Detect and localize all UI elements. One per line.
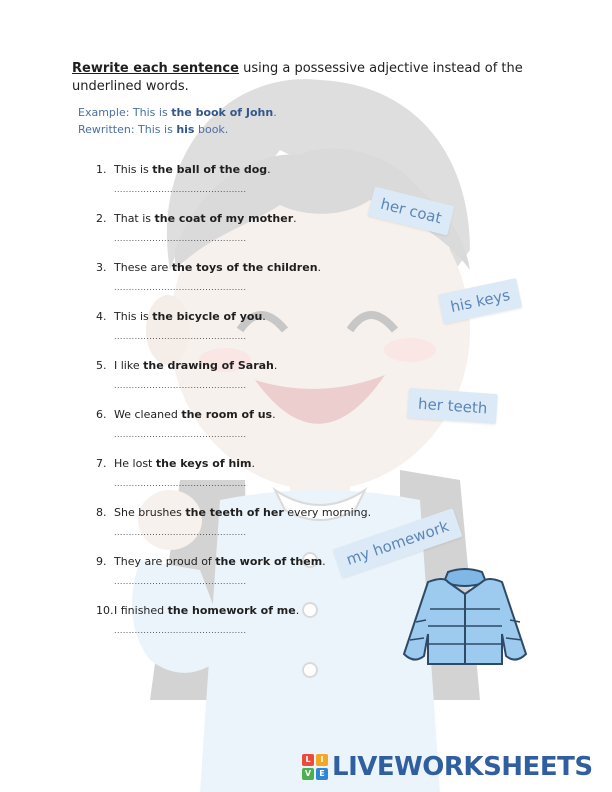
- item-text-bold: the homework of me: [167, 604, 296, 617]
- example-line-2: [78, 121, 378, 138]
- exercise-item: [96, 309, 396, 358]
- example-line-1: [78, 104, 378, 121]
- item-text-post: .: [293, 212, 297, 225]
- item-text-post: .: [317, 261, 322, 274]
- item-text-pre: I like: [114, 359, 144, 372]
- exercise-item: [96, 407, 396, 456]
- item-text-post: every morning.: [283, 506, 372, 519]
- answer-chip-her-teeth[interactable]: her teeth: [407, 388, 498, 424]
- item-text-post: .: [295, 604, 300, 617]
- brand-name: LIVEWORKSHEETS: [332, 752, 593, 782]
- item-text-post: .: [273, 359, 278, 372]
- example-line-1-prefix: Example: This is: [78, 106, 172, 119]
- item-text-bold: the work of them: [215, 555, 323, 568]
- example-line-2-prefix: Rewritten: This is: [78, 123, 177, 136]
- item-text-bold: the ball of the dog: [152, 163, 268, 176]
- example-line-1-bold: the book of John: [171, 106, 274, 119]
- item-text-bold: the bicycle of you: [152, 310, 263, 323]
- answer-chip-my-homework[interactable]: my homework: [333, 508, 463, 578]
- item-text-post: .: [322, 555, 326, 568]
- jacket-image: [398, 564, 532, 670]
- exercise-item: [96, 162, 396, 211]
- answer-field[interactable]: .............................................: [114, 528, 247, 537]
- item-text-pre: We cleaned: [114, 408, 182, 421]
- item-number: 6.: [96, 408, 107, 421]
- logo-block-e: E: [316, 768, 328, 780]
- item-text-pre: She brushes: [114, 506, 186, 519]
- item-text-pre: He lost: [114, 457, 156, 470]
- item-number: 8.: [96, 506, 107, 519]
- answer-field[interactable]: .............................................: [114, 430, 247, 439]
- example-line-1-suffix: .: [273, 106, 277, 119]
- item-text-pre: They are proud of: [114, 555, 216, 568]
- item-number: 2.: [96, 212, 107, 225]
- liveworksheets-logo: [302, 750, 593, 784]
- item-text-bold: the room of us: [181, 408, 273, 421]
- exercise-item: [96, 260, 396, 309]
- item-text-post: .: [267, 163, 271, 176]
- instructions: [72, 60, 552, 96]
- answer-field[interactable]: .............................................: [114, 479, 247, 488]
- item-text-bold: the teeth of her: [185, 506, 284, 519]
- item-number: 7.: [96, 457, 107, 470]
- answer-field[interactable]: .............................................: [114, 332, 247, 341]
- item-text-bold: the toys of the children: [171, 261, 318, 274]
- item-text-bold: the drawing of Sarah: [143, 359, 274, 372]
- item-number: 5.: [96, 359, 107, 372]
- exercise-item: [96, 211, 396, 260]
- exercise-item: [96, 358, 396, 407]
- instructions-lead: Rewrite each sentence: [72, 61, 239, 76]
- item-text-bold: the coat of my mother: [154, 212, 294, 225]
- logo-block-v: V: [302, 768, 314, 780]
- item-text-post: .: [251, 457, 256, 470]
- exercise-item: [96, 603, 396, 652]
- example-line-2-suffix: book.: [194, 123, 229, 136]
- item-text-pre: That is: [114, 212, 155, 225]
- answer-chip-her-coat[interactable]: her coat: [368, 187, 455, 236]
- instructions-rest: using a possessive adjective instead of the underlined words.: [72, 61, 523, 94]
- answer-field[interactable]: .............................................: [114, 234, 247, 243]
- item-text-pre: This is: [114, 163, 153, 176]
- item-text-pre: This is: [114, 310, 153, 323]
- answer-chip-his-keys[interactable]: his keys: [438, 278, 523, 324]
- item-text-bold: the keys of him: [155, 457, 252, 470]
- logo-icon: [302, 754, 328, 780]
- item-number: 10.: [96, 604, 114, 617]
- exercise-item: [96, 456, 396, 505]
- item-number: 1.: [96, 163, 107, 176]
- example: [78, 104, 378, 138]
- item-text-pre: These are: [114, 261, 172, 274]
- answer-field[interactable]: .............................................: [114, 381, 247, 390]
- item-text-post: .: [262, 310, 266, 323]
- answer-field[interactable]: .............................................: [114, 577, 247, 586]
- example-line-2-bold: his: [176, 123, 195, 136]
- answer-field[interactable]: .............................................: [114, 283, 247, 292]
- item-text-pre: I finished: [114, 604, 168, 617]
- item-number: 3.: [96, 261, 107, 274]
- logo-block-i: I: [316, 754, 328, 766]
- item-text-post: .: [272, 408, 276, 421]
- item-number: 4.: [96, 310, 107, 323]
- logo-block-l: L: [302, 754, 314, 766]
- answer-field[interactable]: .............................................: [114, 626, 247, 635]
- answer-field[interactable]: .............................................: [114, 185, 247, 194]
- item-number: 9.: [96, 555, 107, 568]
- exercise-list: [96, 162, 396, 652]
